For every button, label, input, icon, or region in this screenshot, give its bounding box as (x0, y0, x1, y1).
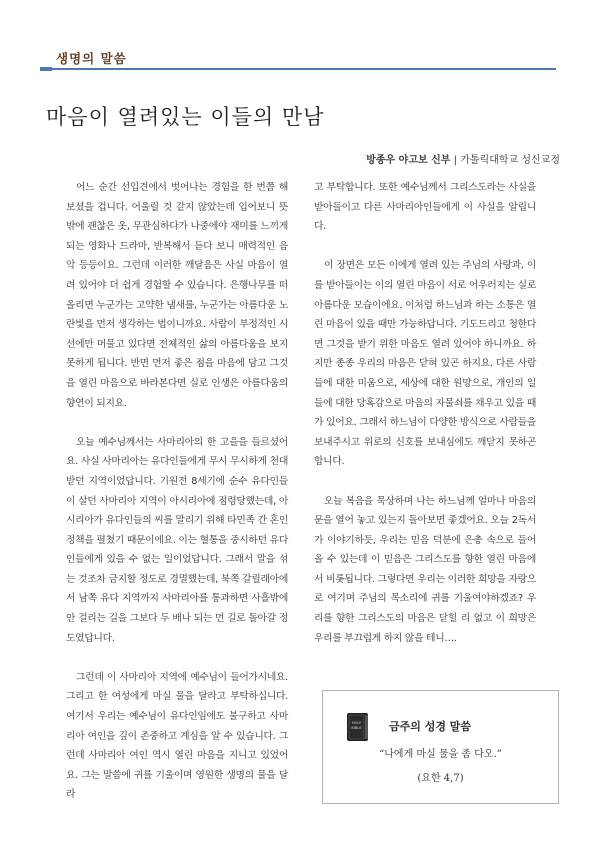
author-name: 방종우 야고보 신부 (366, 155, 451, 166)
verse-reference: (요한 4,7) (417, 773, 464, 784)
section-header (40, 46, 556, 68)
article-column-right (314, 178, 536, 648)
weekly-verse-box (322, 690, 559, 804)
paragraph: 오늘 예수님께서는 사마리아의 한 고을을 들르셨어요. 사실 사마리아는 유다인들에게 무시 무시하게 천대받던 지역이었답니다. 기원전 8세기에 순수 유다인들이 살던 사마리아 지역이 아시리아에 점령당했는데, 아시리아가 유다인들의 씨를 말리기 위해 타민족 간 혼인 정책을 펼쳤기 때문이에요. 이는 혈통을 중시하던 유다인들에게 있을 수 없는 일이었답니다. 그래서 말을 섞는 것조차 금지할 정도로 경멸했는데, 북쪽 갈릴래아에서 남쪽 유다 지역까지 사마리아를 통과하면 사흘밖에 안 걸리는 길을 그보다 두 배나 되는 먼 길로 돌아갈 정도였답니다. (66, 436, 288, 644)
verse-heading: 금주의 성경 말씀 (389, 720, 472, 733)
article-column-left (66, 178, 288, 805)
verse-quote: “나에게 마실 물을 좀 다오.” (379, 749, 502, 760)
holy-bible-icon (345, 711, 371, 743)
paragraph: 이 장면은 모든 이에게 열려 있는 주님의 사랑과, 이를 받아들이는 이의 열린 마음이 서로 어우러지는 실로 아름다운 모습이에요. 이처럼 하느님과 하는 소통은 열린 마음이 있을 때만 가능하답니다. 기도드리고 청한다면 그것을 받기 위한 마음도 열려 있어야 하니까요. 하지만 종종 우리의 마음은 닫혀 있곤 하지요. 다른 사람들에 대한 미움으로, 세상에 대한 원망으로, 개인의 일들에 대한 당혹감으로 마음의 자물쇠를 채우고 있을 때가 있어요. 그래서 하느님이 다양한 방식으로 사람들을 보내주시고 위로의 신호를 보내심에도 깨닫지 못하곤 합니다. (314, 260, 536, 468)
byline (366, 151, 560, 166)
paragraph: 어느 순간 선입견에서 벗어나는 경험을 한 번쯤 해 보셨을 겁니다. 어울릴 것 같지 않았는데 입어보니 뜻밖에 괜찮은 옷, 무관심하다가 나중에야 재미를 느끼게 되는 영화나 드라마, 반복해서 듣다 보니 매력적인 음악 등등이요. 그런데 이러한 깨달음은 사실 마음이 열려 있어야 더 쉽게 경험할 수 있습니다. 은행나무를 떠올리면 누군가는 고약한 냄새를, 누군가는 아름다운 노란빛을 먼저 생각하는 법이니까요. 사람이 부정적인 시선에만 머물고 있다면 전체적인 삶의 아름다움을 보지 못하게 됩니다. 반면 먼저 좋은 점을 마음에 담고 그것을 열린 마음으로 바라본다면 실로 인생은 아름다움의 향연이 되지요. (66, 182, 288, 409)
author-affiliation: 가톨릭대학교 성신교정 (460, 155, 560, 166)
byline-separator: | (453, 155, 458, 166)
bible-cover-text: HOLY (351, 721, 362, 725)
section-divider (40, 68, 556, 70)
bible-cover-text: BIBLE (351, 726, 362, 730)
paragraph: 오늘 복음을 묵상하며 나는 하느님께 얼마나 마음의 문을 열어 놓고 있는지 돌아보면 좋겠어요. 오늘 2독서가 이야기하듯, 우리는 믿음 덕분에 은총 속으로 들어올 수 있는데 이 믿음은 그리스도를 향한 열린 마음에서 비롯됩니다. 그렇다면 우리는 이러한 희망을 자랑으로 여기며 주님의 목소리에 귀를 기울여야하겠죠? 우리를 향한 그리스도의 마음은 닫힐 리 없고 이 희망은 우리를 부끄럽게 하지 않을 테니…. (314, 495, 536, 644)
section-label: 생명의 말씀 (56, 51, 127, 66)
section-divider-accent (40, 67, 52, 71)
article-title: 마음이 열려있는 이들의 만남 (46, 105, 325, 129)
paragraph: 그런데 이 사마리아 지역에 예수님이 들어가시네요. 그리고 한 여성에게 마실 물을 달라고 부탁하십니다. 여기서 우리는 예수님이 유다인임에도 불구하고 사마리아 여인을 깊이 존중하고 계심을 알 수 있습니다. 그런데 사마리아 여인 역시 열린 마음을 지니고 있었어요. 그는 말씀에 귀를 기울이며 영원한 생명의 물을 달라 (66, 671, 288, 801)
paragraph: 고 부탁합니다. 또한 예수님께서 그리스도라는 사실을 받아들이고 다른 사마리아인들에게 이 사실을 알립니다. (314, 182, 536, 233)
